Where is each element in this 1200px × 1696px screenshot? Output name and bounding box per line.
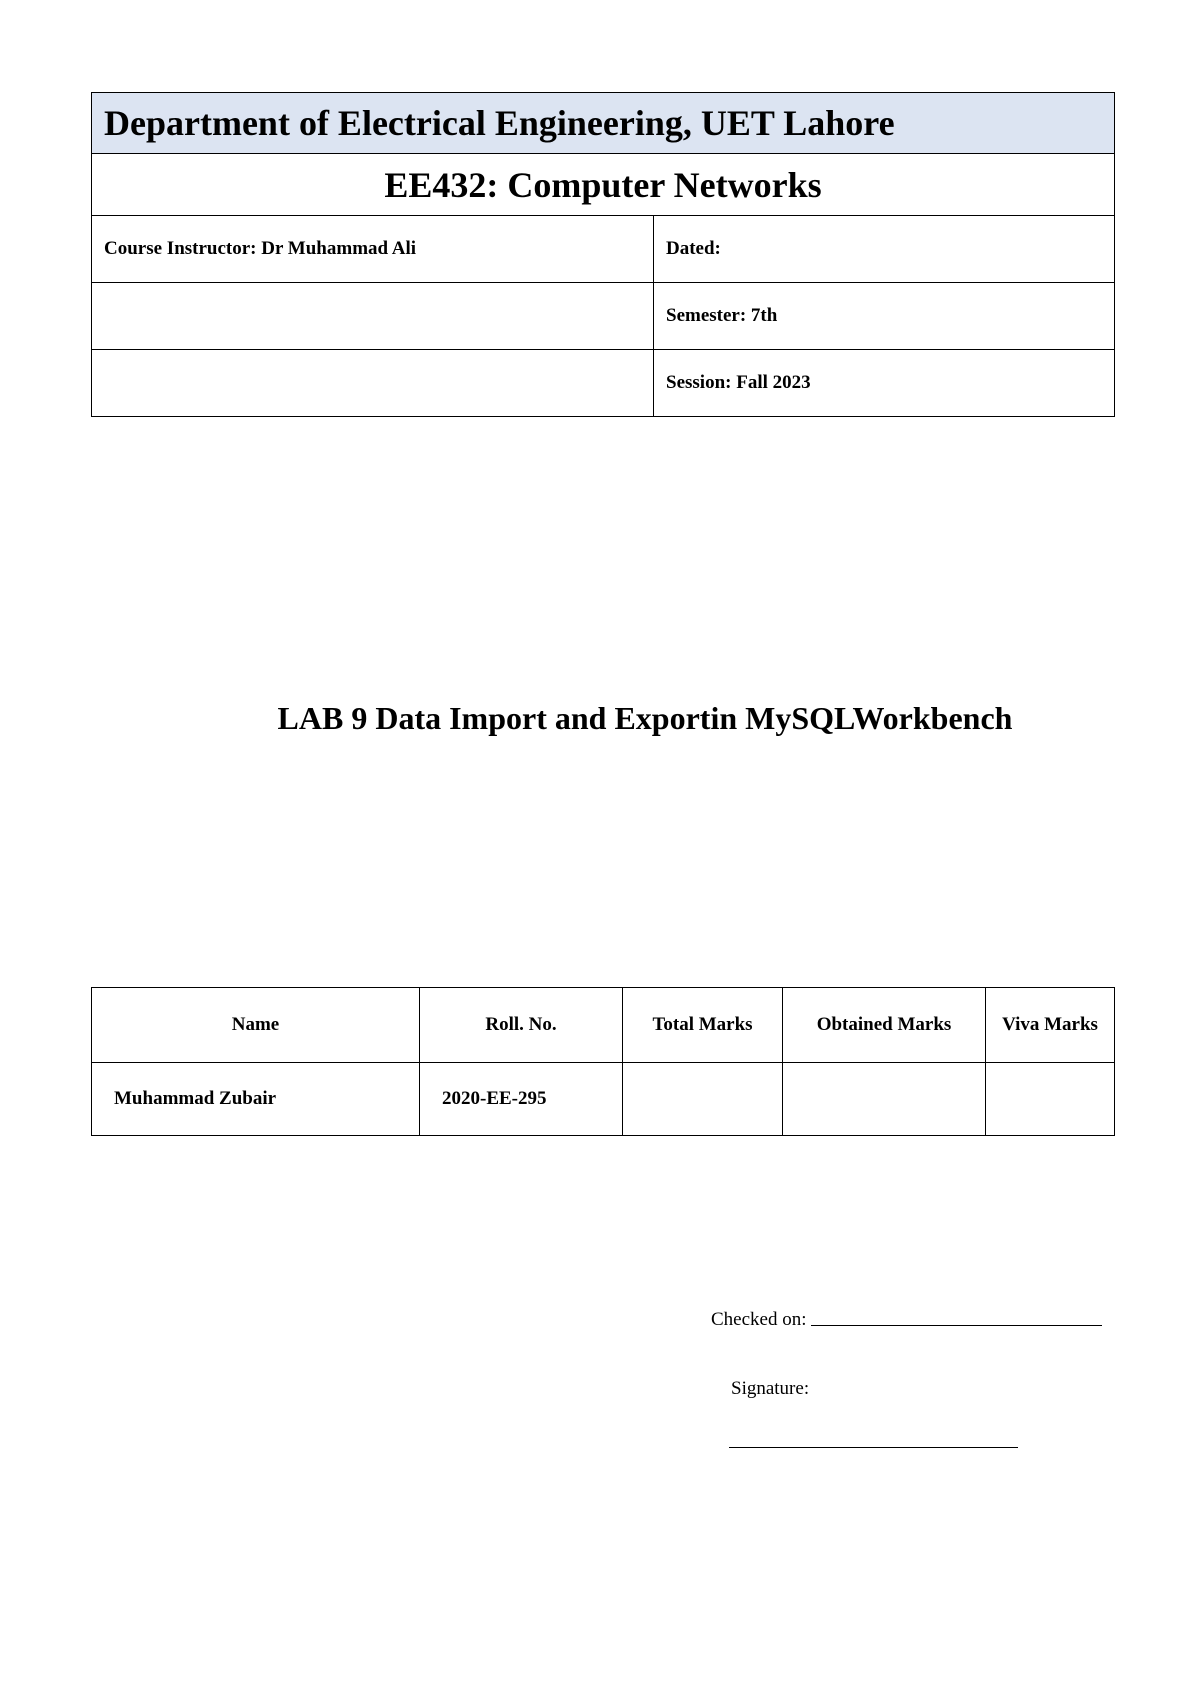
marks-header-row: [92, 988, 1115, 1063]
roll-number: 2020-EE-295: [420, 1063, 623, 1136]
checked-on-line: [811, 1325, 1102, 1326]
lab-title: LAB 9 Data Import and Exportin MySQLWorkbench: [277, 700, 1013, 736]
total-marks-value: [623, 1063, 783, 1136]
semester-cell: Semester: 7th: [654, 283, 1115, 350]
student-name: Muhammad Zubair: [92, 1063, 420, 1136]
header-table: [91, 92, 1115, 417]
table-row: [92, 1063, 1115, 1136]
department-title: Department of Electrical Engineering, UET Lahore: [92, 93, 1115, 154]
marks-table: [91, 987, 1115, 1136]
dated-cell: Dated:: [654, 216, 1115, 283]
checked-on-label: Checked on:: [711, 1309, 807, 1330]
viva-marks-value: [986, 1063, 1115, 1136]
column-header-roll-no: Roll. No.: [420, 988, 623, 1063]
obtained-marks-value: [783, 1063, 986, 1136]
empty-cell: [92, 283, 654, 350]
empty-cell: [92, 350, 654, 417]
column-header-total-marks: Total Marks: [623, 988, 783, 1063]
signature-label: Signature:: [731, 1378, 810, 1399]
instructor-cell: Course Instructor: Dr Muhammad Ali: [92, 216, 654, 283]
course-title: EE432: Computer Networks: [92, 154, 1115, 216]
column-header-obtained-marks: Obtained Marks: [783, 988, 986, 1063]
column-header-name: Name: [92, 988, 420, 1063]
session-cell: Session: Fall 2023: [654, 350, 1115, 417]
signature-line: [729, 1447, 1018, 1448]
column-header-viva-marks: Viva Marks: [986, 988, 1115, 1063]
